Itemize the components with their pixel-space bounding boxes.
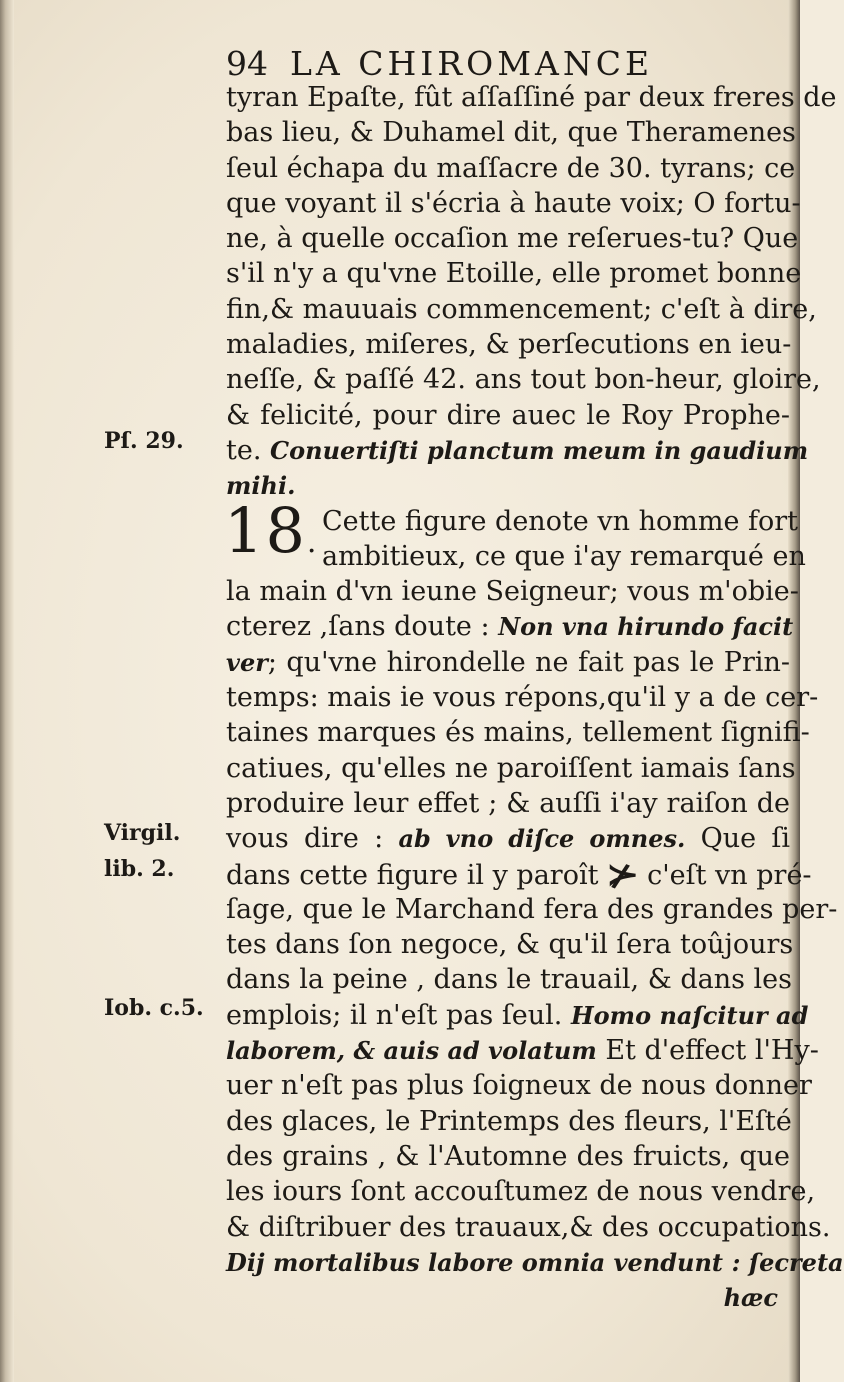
latin-quote: ver bbox=[226, 647, 268, 677]
text-line bbox=[214, 821, 790, 856]
text-line bbox=[214, 1033, 819, 1068]
text-line: neſſe, & paſſé 42. ans tout bon-heur, gloire, bbox=[226, 364, 821, 396]
margin-note-virgil: Virgil. bbox=[104, 820, 181, 846]
palm-sign-icon: ⊁ bbox=[606, 857, 640, 891]
text-line: catiues, qu'elles ne paroiſſent iamais ſans bbox=[226, 752, 796, 784]
text-span: te. bbox=[226, 434, 262, 466]
latin-quote: Dij mortalibus labore omnia vendunt bbox=[226, 1247, 724, 1277]
catchword-line bbox=[214, 1280, 790, 1315]
text-line bbox=[214, 645, 790, 680]
text-line: s'il n'y a qu'vne Etoille, elle promet bonne bbox=[226, 258, 802, 290]
text-line: ne, à quelle occaſion me reſerues-tu? Que bbox=[226, 223, 799, 255]
text-line bbox=[214, 609, 794, 644]
text-line: dans la peine , dans le trauail, & dans les bbox=[226, 964, 793, 996]
latin-quote: mihi. bbox=[226, 471, 296, 501]
latin-quote: Non vna hirundo facit bbox=[498, 612, 794, 642]
text-line bbox=[214, 857, 812, 892]
section-number: 18. bbox=[224, 494, 319, 567]
page-number: 94 bbox=[226, 44, 268, 83]
margin-note-job: Iob. c.5. bbox=[104, 995, 204, 1021]
text-line: les iours ſont accouſtumez de nous vendre, bbox=[226, 1176, 816, 1208]
text-line bbox=[214, 1245, 844, 1280]
text-line: & felicité, pour dire auec le Roy Prophe- bbox=[226, 399, 790, 431]
book-title: LA CHIROMANCE bbox=[290, 44, 654, 83]
text-line: temps: mais ie vous répons,qu'il y a de cer- bbox=[226, 682, 819, 714]
text-span: c'eſt vn pré- bbox=[647, 859, 812, 891]
text-block bbox=[214, 80, 844, 1315]
latin-quote: laborem, & auis ad volatum bbox=[226, 1036, 597, 1066]
text-line: taines marques és mains, tellement ſignifi- bbox=[226, 717, 810, 749]
text-line: fin,& mauuais commencement; c'eſt à dire, bbox=[226, 293, 817, 325]
text-line: bas lieu, & Duhamel dit, que Theramenes bbox=[226, 117, 796, 149]
text-line: la main d'vn ieune Seigneur; vous m'obie- bbox=[226, 576, 799, 608]
binding-gutter bbox=[0, 0, 14, 1382]
text-line: Cette figure denote vn homme fort bbox=[322, 505, 799, 537]
text-line: que voyant il s'écria à haute voix; O fortu- bbox=[226, 187, 801, 219]
text-span: ; qu'vne hirondelle ne fait pas le Prin- bbox=[267, 646, 790, 678]
text-span: cterez ,ſans doute : bbox=[226, 611, 490, 643]
text-span: Que ſi bbox=[700, 823, 790, 855]
text-line: uer n'eſt pas plus ſoigneux de nous donner bbox=[226, 1070, 812, 1102]
text-line bbox=[214, 468, 790, 503]
text-line: tyran Epaſte, fût aſſaſſiné par deux freres de bbox=[226, 82, 837, 113]
section-number-digits: 18 bbox=[224, 494, 307, 567]
text-span: vous dire : bbox=[226, 823, 384, 855]
text-line: ſeul échapa du maſſacre de 30. tyrans; ce bbox=[226, 152, 796, 184]
margin-note-virgil-book: lib. 2. bbox=[104, 856, 175, 882]
latin-quote: Conuertiſti planctum meum in gaudium bbox=[270, 435, 809, 465]
text-span: dans cette figure il y paroît bbox=[226, 859, 599, 891]
text-line bbox=[214, 998, 809, 1033]
latin-quote: ab vno diſce omnes. bbox=[398, 824, 686, 854]
running-head bbox=[226, 44, 746, 83]
latin-quote: Homo naſcitur ad bbox=[571, 1000, 809, 1030]
text-line: maladies, miſeres, & perſecutions en ieu- bbox=[226, 329, 792, 361]
margin-note-psalm: Pſ. 29. bbox=[104, 428, 184, 454]
text-line: produire leur effet ; & auſſi i'ay raiſon de bbox=[226, 787, 790, 819]
text-line: des glaces, le Printemps des fleurs, l'Eſté bbox=[226, 1105, 792, 1137]
text-span: emplois; il n'eſt pas ſeul. bbox=[226, 999, 563, 1031]
text-line bbox=[214, 433, 809, 468]
catchword: hæc bbox=[723, 1283, 778, 1313]
text-line: tes dans ſon negoce, & qu'il ſera toûjours bbox=[226, 929, 794, 961]
text-line: & diſtribuer des trauaux,& des occupations. bbox=[226, 1211, 831, 1243]
text-line: ambitieux, ce que i'ay remarqué en bbox=[322, 540, 806, 572]
text-span: Et d'effect l'Hy- bbox=[605, 1035, 819, 1067]
latin-quote: : ſecreta bbox=[731, 1247, 844, 1277]
text-line: ſage, que le Marchand fera des grandes per- bbox=[226, 893, 838, 925]
text-line: des grains , & l'Automne des fruicts, que bbox=[226, 1140, 790, 1172]
